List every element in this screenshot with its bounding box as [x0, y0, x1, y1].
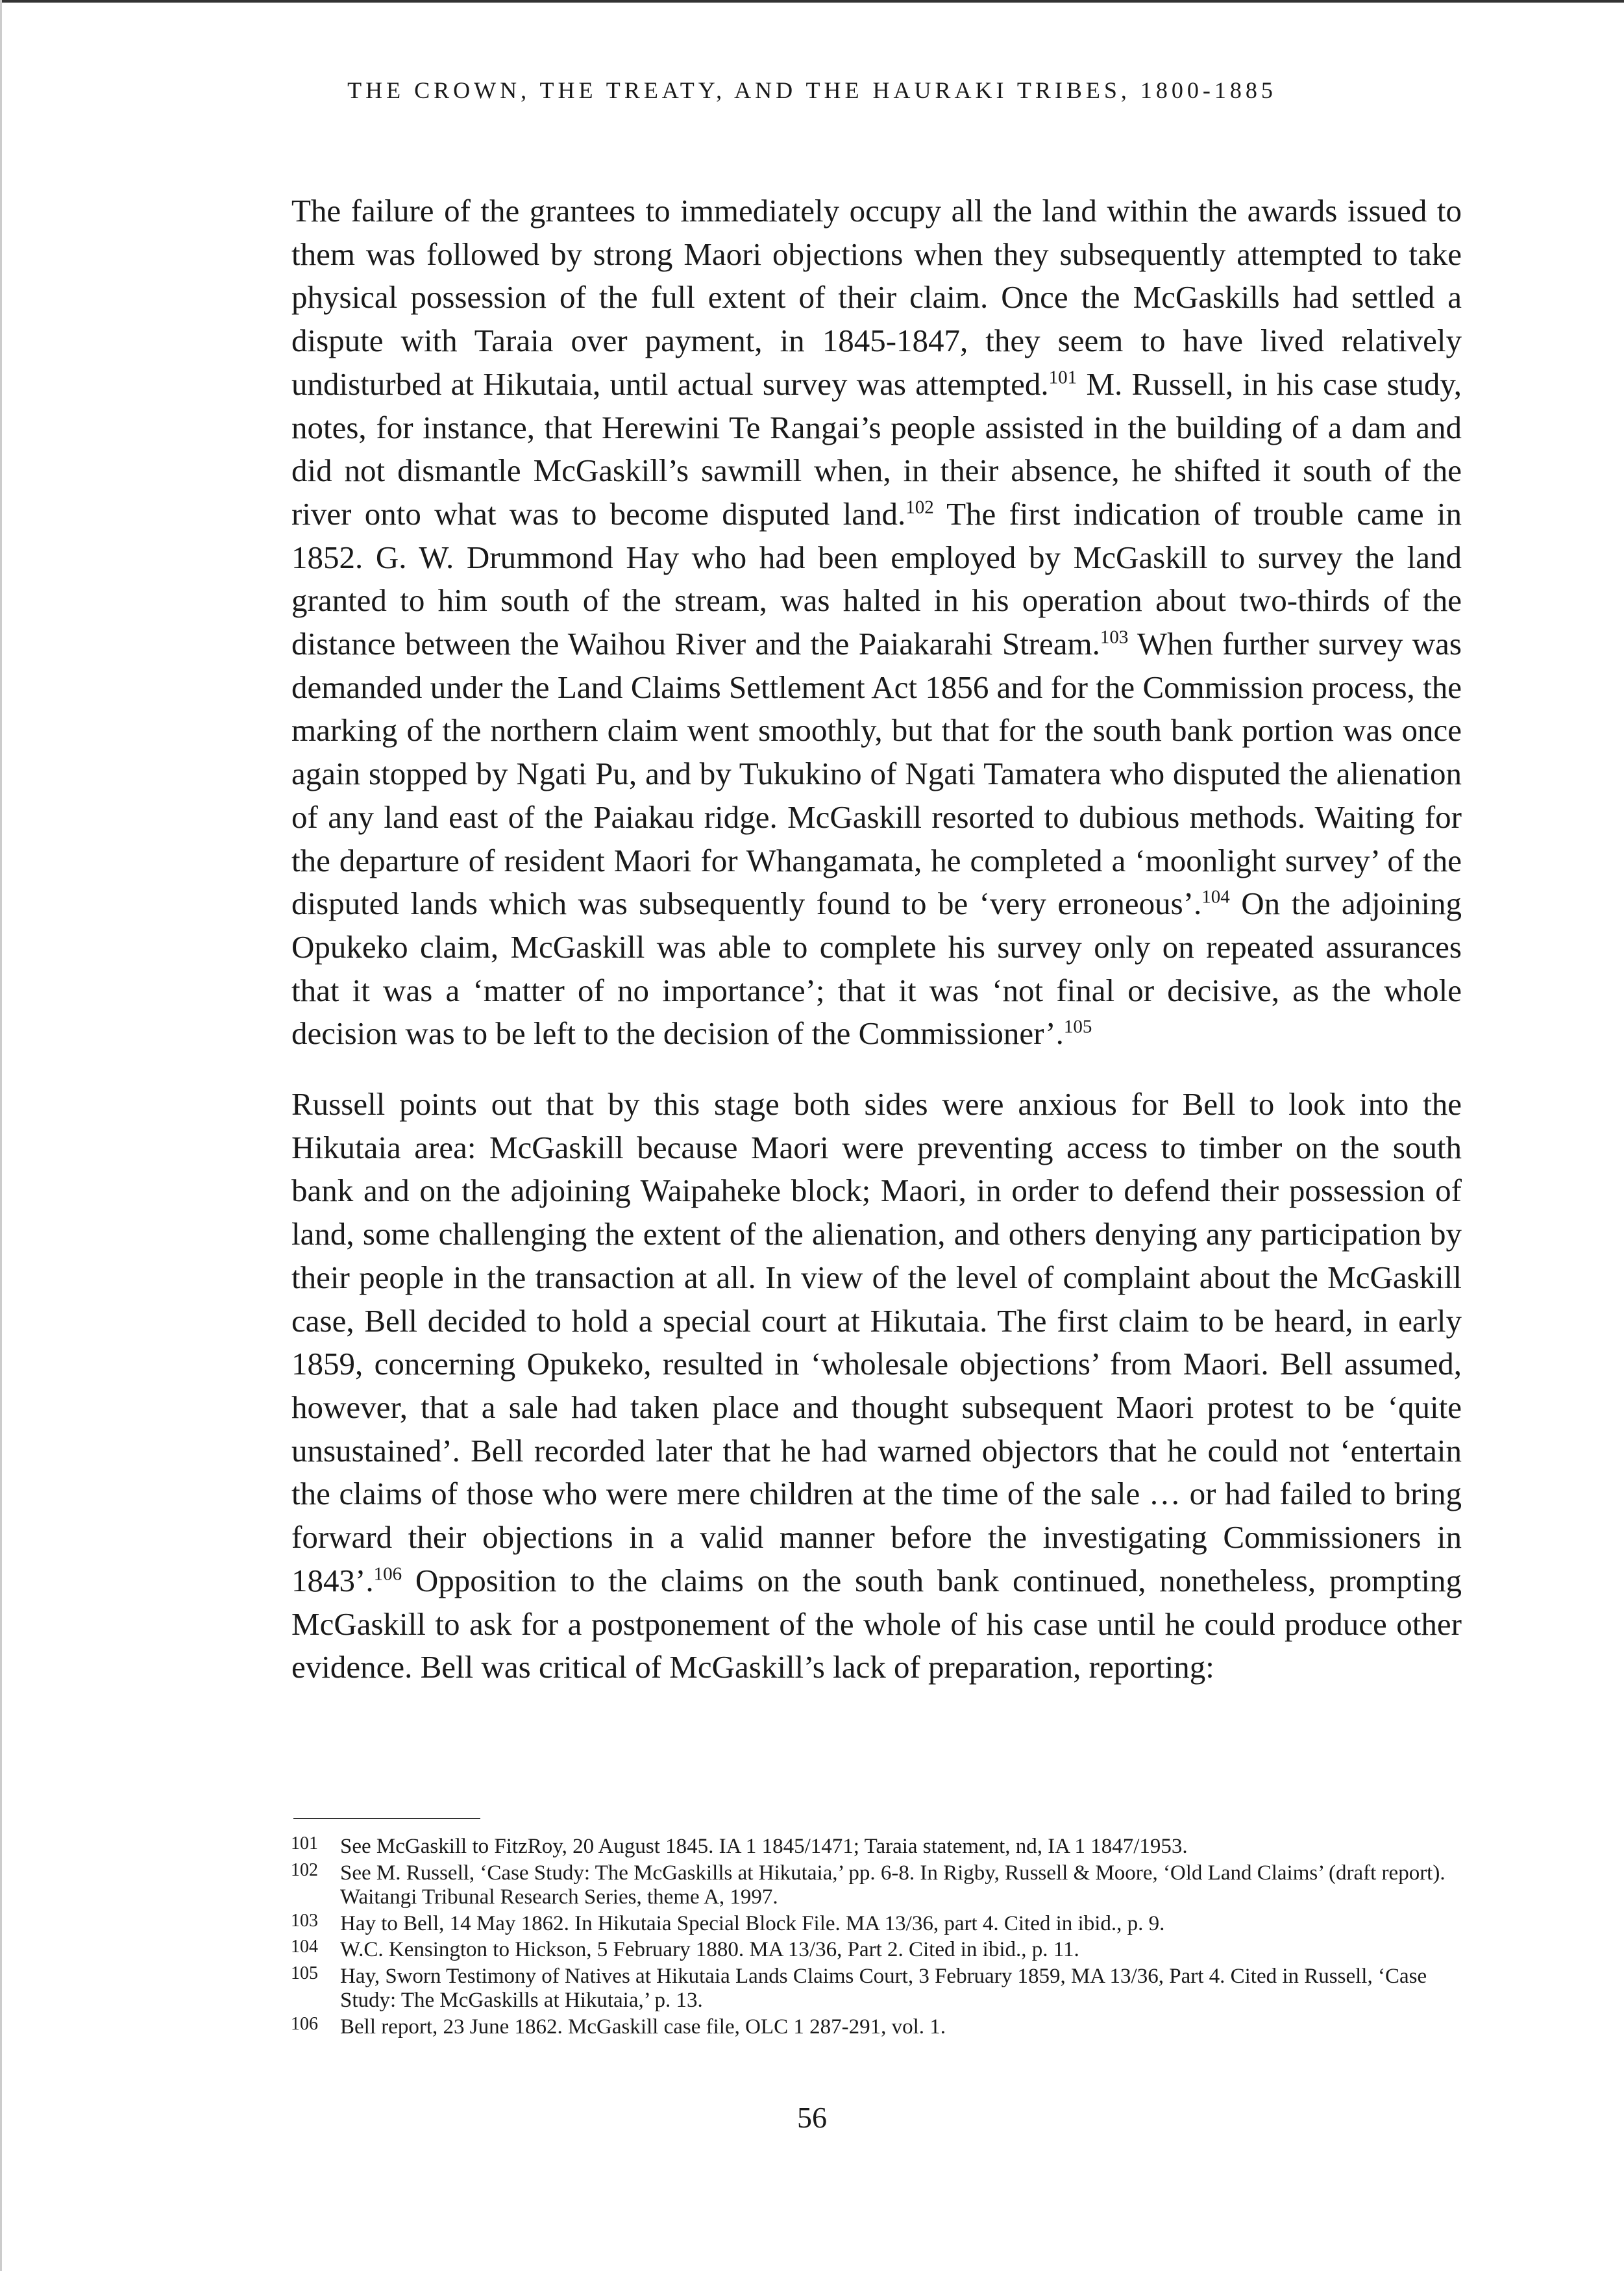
footnote-reference[interactable]: 105 [1063, 1017, 1092, 1038]
footnote-number: 105 [291, 1963, 318, 1983]
footnote-number: 102 [291, 1859, 318, 1880]
footnote-text: W.C. Kensington to Hickson, 5 February 1880. MA 13/36, Part 2. Cited in ibid., p. 11. [340, 1938, 1079, 1961]
paragraph-text: When further survey was demanded under the Land Claims Settlement Act 1856 and for the Commission process, the marking of the northern claim went smoothly, but that for the south bank portion was once again stopped by Ngati Pu, and by Tukukino of Ngati Tamatera who disputed the alienation of any land east of the Paiakau ridge. McGaskill resorted to dubious methods. Waiting for the departure of resident Maori for Whangamata, he completed a ‘moonlight survey’ of the disputed lands which was subsequently found to be ‘very erroneous’. [291, 626, 1462, 922]
footnote-text: Hay, Sworn Testimony of Natives at Hikutaia Lands Claims Court, 3 February 1859, MA 13/36, Part 4. Cited in Russell, ‘Case Study: The McGaskills at Hikutaia,’ p. 13. [340, 1964, 1427, 2012]
footnote-reference[interactable]: 106 [373, 1563, 402, 1585]
paragraph-text: Russell points out that by this stage both sides were anxious for Bell to look into the Hikutaia area: McGaskill because Maori were preventing access to timber on the south bank and on the adjoining Waipaheke block; Maori, in order to defend their possession of land, some challenging the extent of the alienation, and others denying any participation by their people in the transaction at all. In view of the level of complaint about the McGaskill case, Bell decided to hold a special court at Hikutaia. The first claim to be heard, in early 1859, concerning Opukeko, resulted in ‘wholesale objections’ from Maori. Bell assumed, however, that a sale had taken place and thought subsequent Maori protest to be ‘quite unsustained’. Bell recorded later that he had warned objectors that he could not ‘entertain the claims of those who were mere children at the time of the sale … or had failed to bring forward their objections in a valid manner before the investigating Commissioners in 1843’. [291, 1086, 1462, 1598]
left-page-edge [0, 0, 2, 2271]
footnote-text: Bell report, 23 June 1862. McGaskill case file, OLC 1 287-291, vol. 1. [340, 2015, 946, 2039]
footnote [291, 1938, 1462, 1963]
running-header: THE CROWN, THE TREATY, AND THE HAURAKI TRIBES, 1800-1885 [347, 77, 1277, 103]
footnote-number: 101 [291, 1833, 318, 1854]
footnote-number: 104 [291, 1937, 318, 1957]
footnote [291, 1835, 1462, 1859]
paragraph-text: Opposition to the claims on the south bank continued, nonetheless, prompting McGaskill to ask for a postponement of the whole of his case until he could produce other evidence. Bell was critical of McGaskill’s lack of preparation, reporting: [291, 1562, 1462, 1685]
footnote-text: Hay to Bell, 14 May 1862. In Hikutaia Special Block File. MA 13/36, part 4. Cited in ibid., p. 9. [340, 1911, 1165, 1935]
paragraph-text: M. Russell, in his case study, notes, for instance, that Herewini Te Rangai’s people assisted in the building of a dam and did not dismantle McGaskill’s sawmill when, in their absence, he shifted it south of the river onto what was to become disputed land. [291, 366, 1462, 532]
body-paragraph [291, 190, 1462, 1056]
footnote [291, 1861, 1462, 1910]
page-number: 56 [797, 2101, 827, 2134]
body-paragraph [291, 1083, 1462, 1689]
footnote [291, 2015, 1462, 2040]
paragraph-text: The failure of the grantees to immediately occupy all the land within the awards issued to them was followed by strong Maori objections when they subsequently attempted to take physical possession of the full extent of their claim. Once the McGaskills had settled a dispute with Taraia over payment, in 1845-1847, they seem to have lived relatively undisturbed at Hikutaia, until actual survey was attempted. [291, 193, 1462, 402]
footnote-number: 106 [291, 2013, 318, 2034]
paragraph-text: The first indication of trouble came in 1852. G. W. Drummond Hay who had been employed by McGaskill to survey the land granted to him south of the stream, was halted in his operation about two-thirds of the distance between the Waihou River and the Paiakarahi Stream. [291, 495, 1462, 662]
footnote-text: See M. Russell, ‘Case Study: The McGaskills at Hikutaia,’ pp. 6-8. In Rigby, Russell & Moore, ‘Old Land Claims’ (draft report). Waitangi Tribunal Research Series, theme A, 1997. [340, 1861, 1446, 1909]
top-border-rule [0, 0, 1624, 3]
footnote-separator [293, 1818, 480, 1819]
footnote-reference[interactable]: 103 [1100, 627, 1129, 648]
footnote-reference[interactable]: 104 [1201, 886, 1230, 908]
footnote-number: 103 [291, 1910, 318, 1931]
footnote [291, 1912, 1462, 1937]
footnote [291, 1965, 1462, 2013]
footnote-reference[interactable]: 102 [905, 497, 934, 518]
footnotes-section [291, 1835, 1462, 2041]
paragraph-text: On the adjoining Opukeko claim, McGaskill was able to complete his survey only on repeated assurances that it was a ‘matter of no importance’; that it was ‘not final or decisive, as the whole decision was to be left to the decision of the Commissioner’. [291, 886, 1462, 1052]
body-text [291, 190, 1462, 1717]
footnote-reference[interactable]: 101 [1048, 367, 1077, 388]
footnote-text: See McGaskill to FitzRoy, 20 August 1845. IA 1 1845/1471; Taraia statement, nd, IA 1 1847/1953. [340, 1835, 1188, 1858]
